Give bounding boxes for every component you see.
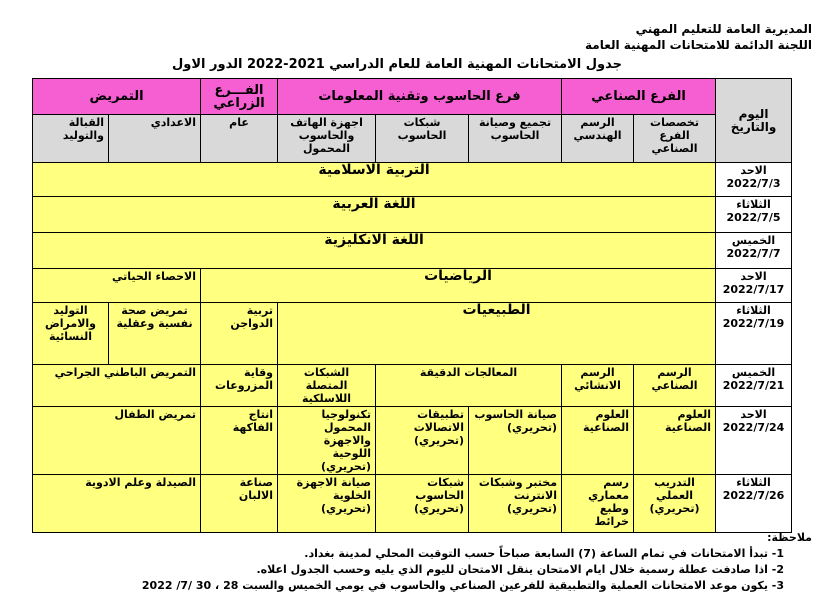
- subject-cell: الاحصاء الحياتي: [33, 269, 201, 303]
- spec-cell: تجميع وصيانة الحاسوب: [469, 115, 562, 163]
- date-cell: الثلاثاء 2022/7/19: [716, 303, 792, 365]
- subject-cell: الرسم الصناعي: [634, 365, 716, 407]
- subject-cell: العلوم الصناعية: [562, 407, 634, 475]
- subject-cell: المعالجات الدقيقة: [376, 365, 562, 407]
- note-2: 2- اذا صادفت عطلة رسمية خلال ايام الامتحان ينقل الامتحان لليوم الذي يليه وحسب الجدول اعلاه.: [256, 563, 784, 576]
- branch-industrial: الفرع الصناعي: [562, 79, 716, 115]
- date-cell: الاحد 2022/7/17: [716, 269, 792, 303]
- note-3: 3- يكون موعد الامتحانات العملية والتطبيقية للفرعين الصناعي والحاسوب في يومي الخميس والسبت 28 ، 30 /7/ 2022: [141, 579, 784, 592]
- exam-schedule-table: [32, 78, 792, 533]
- page-title: جدول الامتحانات المهنية العامة للعام الدراسي 2021-2022 الدور الاول: [172, 57, 622, 72]
- subject-cell: التربية الاسلامية: [33, 163, 716, 197]
- subject-cell: رسم معماري وطبع خرائط: [562, 475, 634, 533]
- subject-cell: التوليد والامراض النسائية: [33, 303, 109, 365]
- subject-cell: تطبيقات الاتصالات (تحريري): [376, 407, 469, 475]
- subject-cell: الرسم الانشائي: [562, 365, 634, 407]
- subject-cell: الرياضيات: [201, 269, 716, 303]
- directorate-line: المديرية العامة للتعليم المهني: [635, 22, 812, 36]
- subject-cell: تكنولوجيا المحمول والاجهزة اللوحية (تحريري): [278, 407, 376, 475]
- day-date-header: اليوم والتاريخ: [716, 79, 792, 163]
- branch-computer: فرع الحاسوب وتقنية المعلومات: [278, 79, 562, 115]
- note-1: 1- تبدأ الامتحانات في تمام الساعة (7) السابعة صباحاً حسب التوقيت المحلي لمدينة بغداد.: [304, 547, 784, 560]
- spec-cell: شبكات الحاسوب: [376, 115, 469, 163]
- date-cell: الثلاثاء 2022/7/26: [716, 475, 792, 533]
- date-cell: الثلاثاء 2022/7/5: [716, 197, 792, 233]
- subject-cell: اللغة الانكليزية: [33, 233, 716, 269]
- branch-nursing: التمريض: [33, 79, 201, 115]
- spec-cell: القبالة والتوليد: [33, 115, 109, 163]
- date-cell: الخميس 2022/7/21: [716, 365, 792, 407]
- subject-cell: صيانة الحاسوب (تحريري): [469, 407, 562, 475]
- subject-cell: تمريض الطفال: [33, 407, 201, 475]
- branch-agri: الفـــرع الزراعي: [201, 79, 278, 115]
- date-cell: الاحد 2022/7/24: [716, 407, 792, 475]
- subject-cell: العلوم الصناعية: [634, 407, 716, 475]
- subject-cell: صيانة الاجهزة الخلوية (تحريري): [278, 475, 376, 533]
- subject-cell: صناعة الالبان: [201, 475, 278, 533]
- subject-cell: مختبر وشبكات الانترنت (تحريري): [469, 475, 562, 533]
- spec-cell: عام: [201, 115, 278, 163]
- subject-cell: الطبيعيات: [278, 303, 716, 365]
- subject-cell: اللغة العربية: [33, 197, 716, 233]
- subject-cell: شبكات الحاسوب (تحريري): [376, 475, 469, 533]
- notes-heading: ملاحظة:: [767, 531, 812, 544]
- spec-cell: الرسم الهندسي: [562, 115, 634, 163]
- subject-cell: التمريض الباطني الجراحي: [33, 365, 201, 407]
- spec-cell: الاعدادي: [109, 115, 201, 163]
- subject-cell: انتاج الفاكهة: [201, 407, 278, 475]
- subject-cell: الصيدلة وعلم الادوية: [33, 475, 201, 533]
- date-cell: الخميس 2022/7/7: [716, 233, 792, 269]
- committee-line: اللجنة الدائمة للامتحانات المهنية العامة: [585, 38, 812, 52]
- subject-cell: تربية الدواجن: [201, 303, 278, 365]
- subject-cell: تمريض صحة نفسية وعقلية: [109, 303, 201, 365]
- subject-cell: وقاية المزروعات: [201, 365, 278, 407]
- subject-cell: التدريب العملي (تحريري): [634, 475, 716, 533]
- spec-cell: تخصصات الفرع الصناعي: [634, 115, 716, 163]
- spec-cell: اجهزة الهاتف والحاسوب المحمول: [278, 115, 376, 163]
- subject-cell: الشبكات المتصلة اللاسلكية: [278, 365, 376, 407]
- date-cell: الاحد 2022/7/3: [716, 163, 792, 197]
